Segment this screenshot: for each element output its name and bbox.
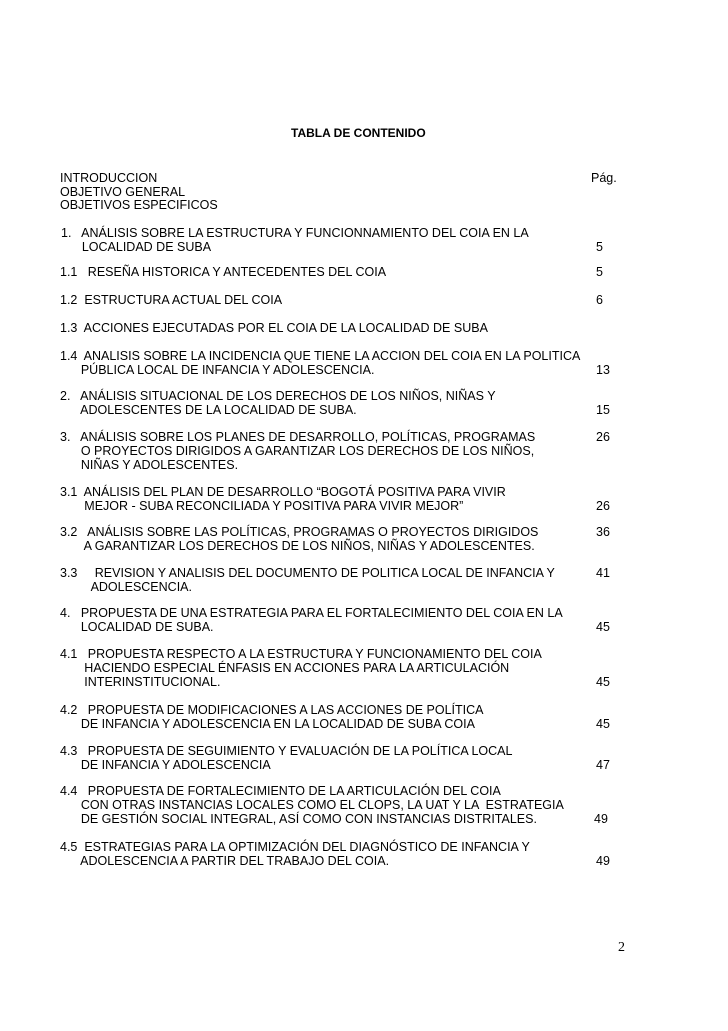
toc-entry-line: HACIENDO ESPECIAL ÉNFASIS EN ACCIONES PARA LA ARTICULACIÓN bbox=[60, 661, 510, 675]
toc-entry-line: INTERINSTITUCIONAL. bbox=[60, 675, 221, 689]
toc-entry-line: ADOLESCENCIA A PARTIR DEL TRABAJO DEL COIA. bbox=[60, 854, 390, 868]
toc-entry-line: DE GESTIÓN SOCIAL INTEGRAL, ASÍ COMO CON INSTANCIAS DISTRITALES. bbox=[60, 812, 537, 826]
toc-entry-line: 4.4 PROPUESTA DE FORTALECIMIENTO DE LA ARTICULACIÓN DEL COIA bbox=[60, 784, 501, 798]
toc-entry-page: 47 bbox=[596, 758, 610, 772]
front-introduccion: INTRODUCCION bbox=[60, 171, 158, 185]
toc-entry-line: 3.1 ANÁLISIS DEL PLAN DE DESARROLLO “BOGOTÁ POSITIVA PARA VIVIR bbox=[60, 485, 506, 499]
toc-entry-line: 4.2 PROPUESTA DE MODIFICACIONES A LAS ACCIONES DE POLÍTICA bbox=[60, 703, 484, 717]
toc-entry-line: DE INFANCIA Y ADOLESCENCIA bbox=[60, 758, 271, 772]
toc-entry-page: 45 bbox=[596, 717, 610, 731]
toc-entry-line: NIÑAS Y ADOLESCENTES. bbox=[60, 458, 239, 472]
page-number: 2 bbox=[618, 940, 625, 955]
toc-entry-line: DE INFANCIA Y ADOLESCENCIA EN LA LOCALIDAD DE SUBA COIA bbox=[60, 717, 475, 731]
toc-entry-line: A GARANTIZAR LOS DERECHOS DE LOS NIÑOS, NIÑAS Y ADOLESCENTES. bbox=[60, 539, 535, 553]
toc-entry-page: 41 bbox=[596, 566, 610, 580]
front-objetivo-general: OBJETIVO GENERAL bbox=[60, 185, 186, 199]
toc-entry-line: MEJOR - SUBA RECONCILIADA Y POSITIVA PARA VIVIR MEJOR” bbox=[60, 499, 464, 513]
toc-entry-page: 45 bbox=[596, 675, 610, 689]
toc-title: TABLA DE CONTENIDO bbox=[291, 126, 426, 140]
toc-entry-page: 49 bbox=[596, 854, 610, 868]
toc-entry-line: ADOLESCENTES DE LA LOCALIDAD DE SUBA. bbox=[60, 403, 357, 417]
toc-entry-page: 26 bbox=[596, 430, 610, 444]
pag-label: Pág. bbox=[591, 171, 617, 185]
toc-entry-line: 2. ANÁLISIS SITUACIONAL DE LOS DERECHOS DE LOS NIÑOS, NIÑAS Y bbox=[60, 389, 496, 403]
toc-entry-line: 3. ANÁLISIS SOBRE LOS PLANES DE DESARROLLO, POLÍTICAS, PROGRAMAS bbox=[60, 430, 536, 444]
toc-entry-line: 4. PROPUESTA DE UNA ESTRATEGIA PARA EL FORTALECIMIENTO DEL COIA EN LA bbox=[60, 606, 563, 620]
toc-entry-line: ADOLESCENCIA. bbox=[60, 580, 192, 594]
toc-entry-line: 1.1 RESEÑA HISTORICA Y ANTECEDENTES DEL COIA bbox=[60, 265, 387, 279]
toc-entry-line: O PROYECTOS DIRIGIDOS A GARANTIZAR LOS DERECHOS DE LOS NIÑOS, bbox=[60, 444, 535, 458]
toc-entry-line: 1.2 ESTRUCTURA ACTUAL DEL COIA bbox=[60, 293, 283, 307]
toc-entry-line: 1. ANÁLISIS SOBRE LA ESTRUCTURA Y FUNCIONNAMIENTO DEL COIA EN LA bbox=[61, 226, 529, 240]
toc-entry-line: PÚBLICA LOCAL DE INFANCIA Y ADOLESCENCIA. bbox=[60, 363, 375, 377]
toc-entry-page: 26 bbox=[596, 499, 610, 513]
toc-entry-page: 5 bbox=[596, 265, 603, 279]
toc-entry-page: 6 bbox=[596, 293, 603, 307]
toc-entry-line: 4.1 PROPUESTA RESPECTO A LA ESTRUCTURA Y FUNCIONAMIENTO DEL COIA bbox=[60, 647, 542, 661]
toc-entry-page: 45 bbox=[596, 620, 610, 634]
toc-entry-page: 49 bbox=[594, 812, 608, 826]
toc-entry-page: 36 bbox=[596, 525, 610, 539]
toc-entry-page: 15 bbox=[596, 403, 610, 417]
toc-entry-line: 1.3 ACCIONES EJECUTADAS POR EL COIA DE LA LOCALIDAD DE SUBA bbox=[60, 321, 488, 335]
toc-entry-line: 4.3 PROPUESTA DE SEGUIMIENTO Y EVALUACIÓN DE LA POLÍTICA LOCAL bbox=[60, 744, 513, 758]
toc-entry-line: 1.4 ANALISIS SOBRE LA INCIDENCIA QUE TIENE LA ACCION DEL COIA EN LA POLITICA bbox=[60, 349, 581, 363]
toc-entry-line: LOCALIDAD DE SUBA. bbox=[60, 620, 214, 634]
toc-entry-line: 3.2 ANÁLISIS SOBRE LAS POLÍTICAS, PROGRAMAS O PROYECTOS DIRIGIDOS bbox=[60, 525, 539, 539]
toc-entry-line: 4.5 ESTRATEGIAS PARA LA OPTIMIZACIÓN DEL DIAGNÓSTICO DE INFANCIA Y bbox=[60, 840, 530, 854]
toc-entry-line: 3.3 REVISION Y ANALISIS DEL DOCUMENTO DE POLITICA LOCAL DE INFANCIA Y bbox=[60, 566, 555, 580]
toc-entry-page: 13 bbox=[596, 363, 610, 377]
toc-entry-line: CON OTRAS INSTANCIAS LOCALES COMO EL CLOPS, LA UAT Y LA ESTRATEGIA bbox=[60, 798, 564, 812]
toc-entry-page: 5 bbox=[596, 240, 603, 254]
toc-entry-line: LOCALIDAD DE SUBA bbox=[61, 240, 212, 254]
front-objetivos-especificos: OBJETIVOS ESPECIFICOS bbox=[60, 198, 218, 212]
